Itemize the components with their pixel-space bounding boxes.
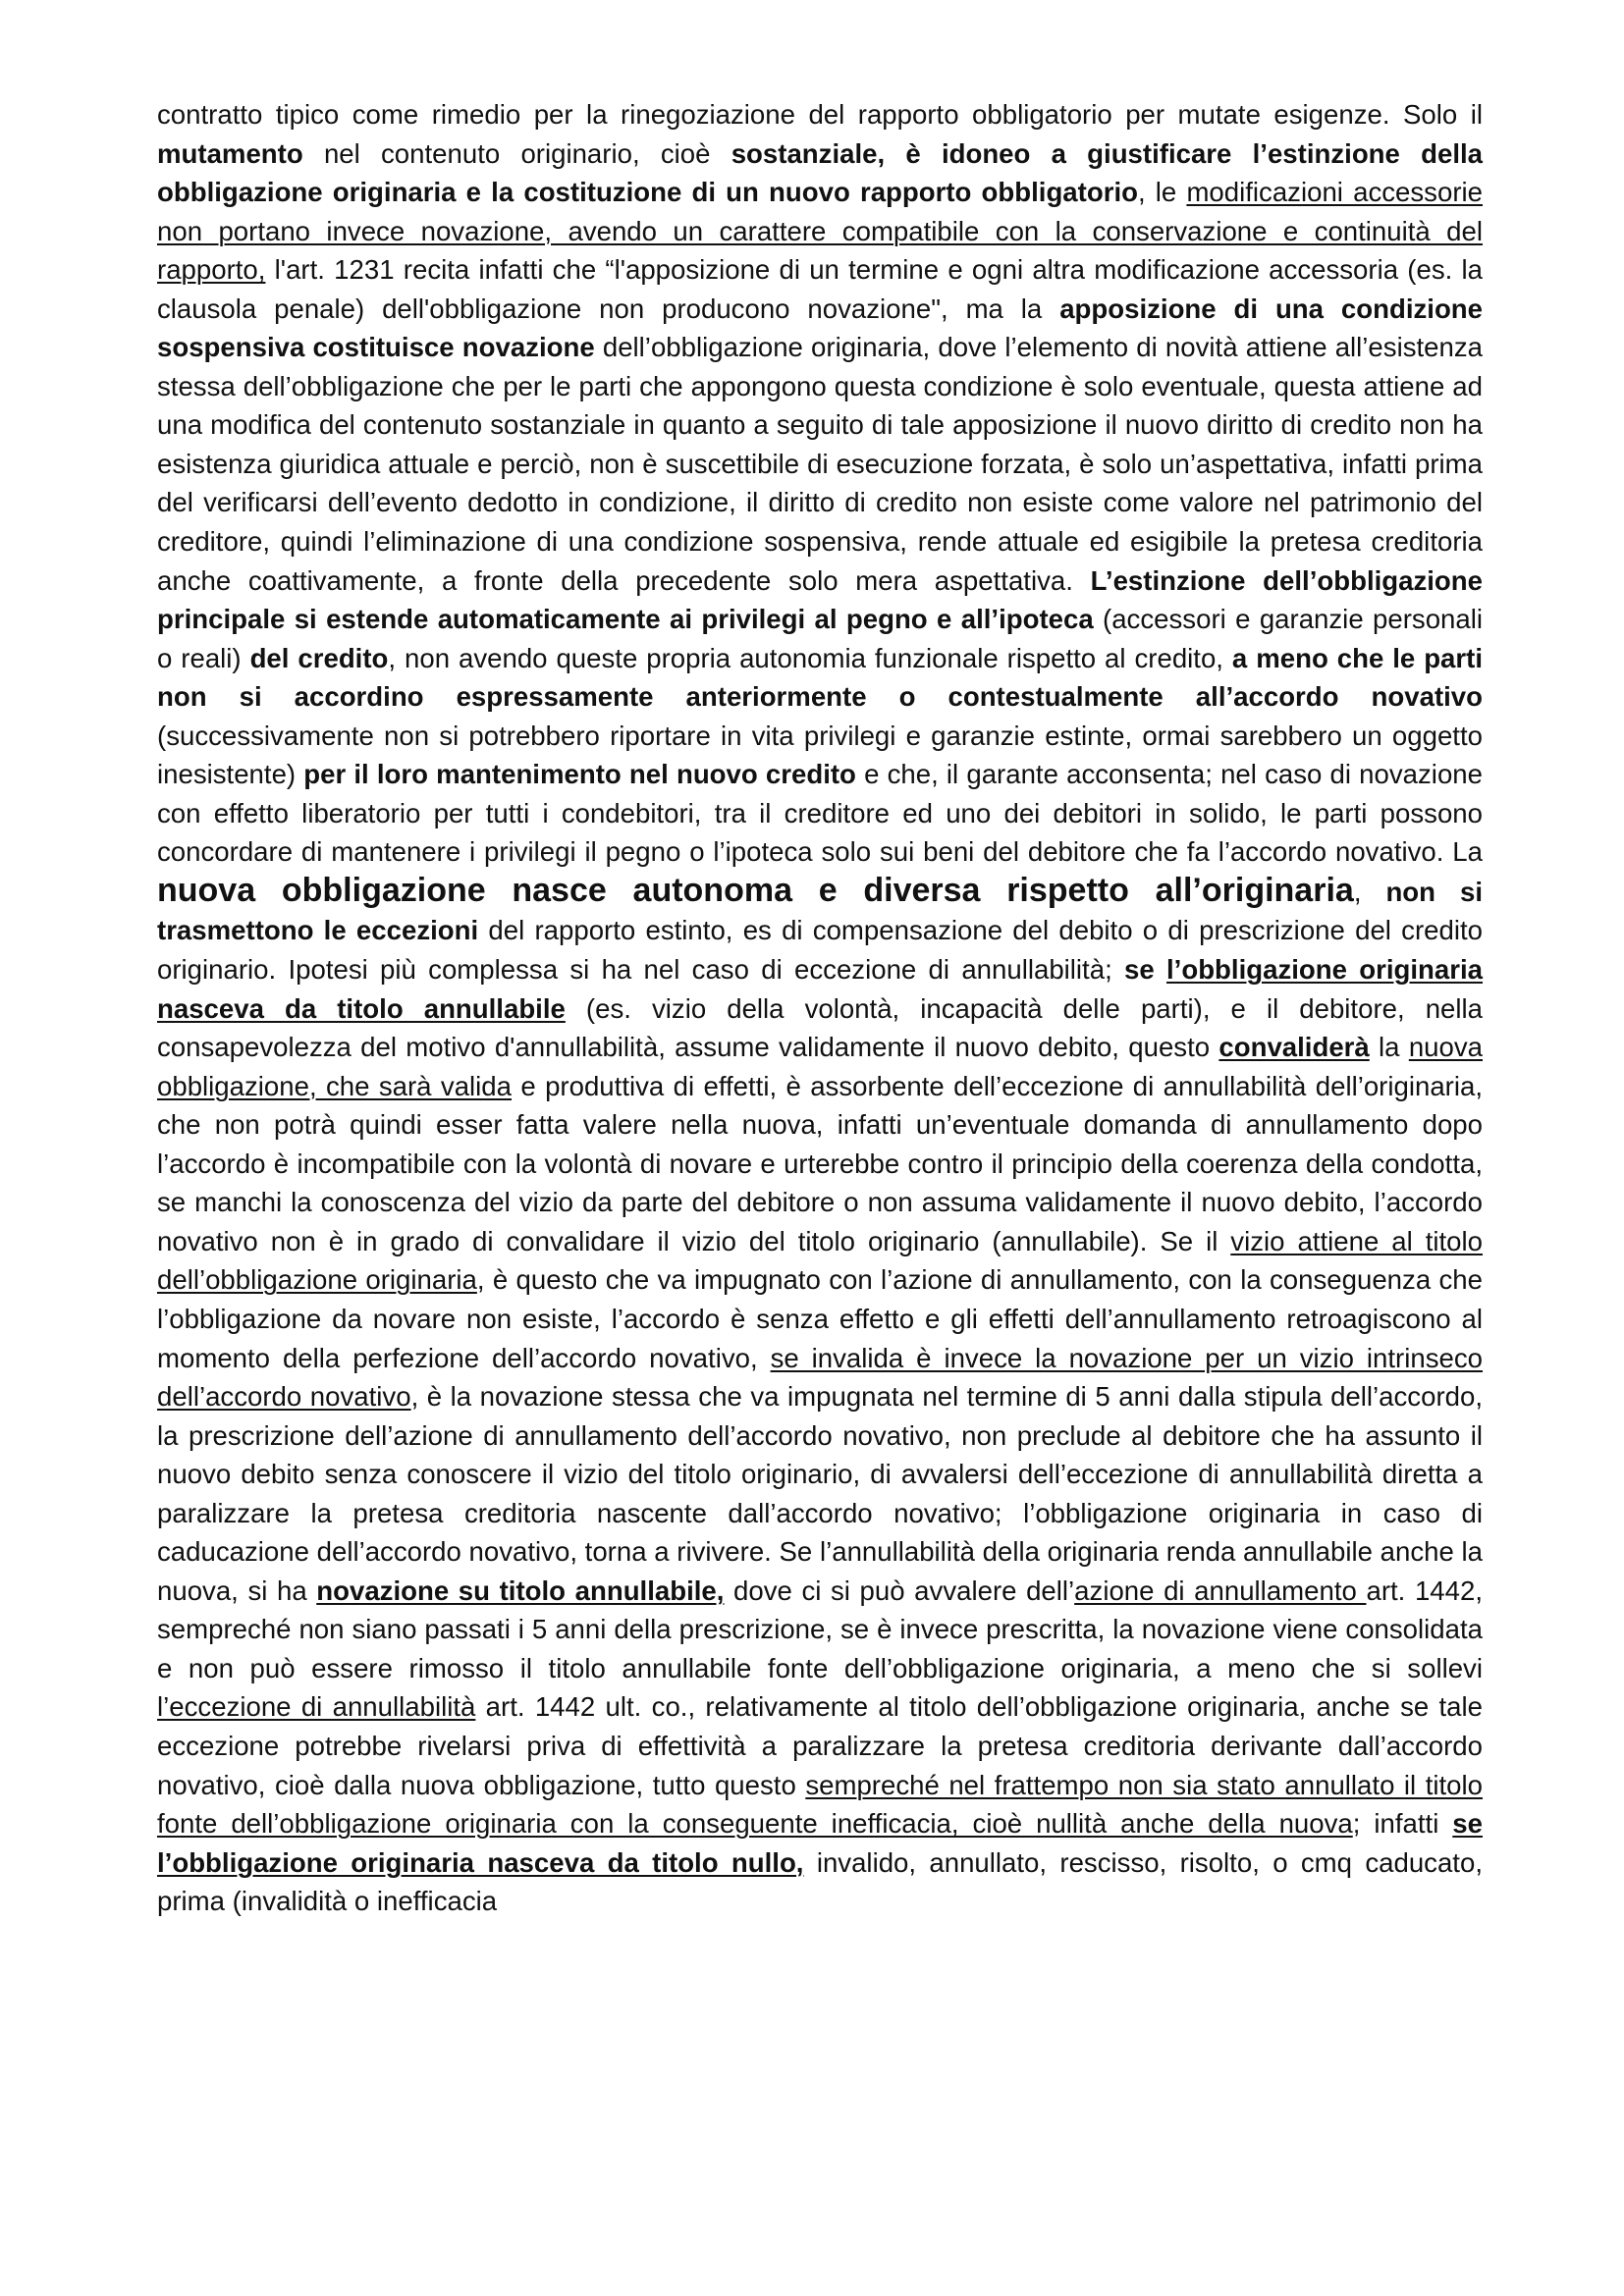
text-segment: se invalida è invece la novazione per un vizio intrinseco dell’accordo novativo <box>157 1342 1483 1413</box>
text-segment: art. 1442, sempreché non siano passati i 5 anni della prescrizione, se è invece prescritta, la novazione viene consolidata e non può essere rimosso il titolo annullabile fonte dell’obbligazione originaria, a meno che si sollevi <box>157 1575 1483 1683</box>
text-segment: (es. vizio della volontà, incapacità delle parti), e il debitore, nella consapevolezza del motivo d'annullabilità, assume validamente il nuovo debito, questo <box>157 992 1483 1063</box>
text-segment: del rapporto estinto, es di compensazione del debito o di prescrizione del credito originario. Ipotesi più complessa si ha nel caso di eccezione di annullabilità; <box>157 915 1483 986</box>
text-segment: modificazioni accessorie non portano invece novazione, avendo un carattere compatibile con la conservazione e continuità del rapporto, <box>157 177 1483 286</box>
text-segment: mutamento <box>157 137 303 169</box>
text-segment: per il loro mantenimento nel nuovo credito <box>303 759 856 790</box>
text-segment: , non avendo queste propria autonomia funzionale rispetto al credito, <box>388 642 1232 673</box>
text-segment: nel contenuto originario, cioè <box>302 137 731 169</box>
text-segment: L’estinzione dell’obbligazione principale si estende automaticamente ai privilegi al pegno e all’ipoteca <box>157 564 1483 635</box>
text-segment: apposizione di una condizione sospensiva costituisce novazione <box>157 293 1484 363</box>
text-segment: ; infatti <box>1352 1808 1453 1840</box>
text-segment: , è la novazione stessa che va impugnata nel termine di 5 anni dalla stipula dell’accordo, la prescrizione dell’azione di annullamento dell’accordo novativo, non preclude al debitore che ha assunto il nuovo debito senza conoscere il vizio del titolo originario, di avvalersi dell’eccezione di annullabilità diretta a paralizzare la pretesa creditoria nascente dall’accordo novativo; l’obbligazione originaria in caso di caducazione dell’accordo novativo, torna a rivivere. Se l’annullabilità della originaria renda annullabile anche la nuova, si ha <box>157 1381 1483 1606</box>
text-segment: , è questo che va impugnato con l’azione di annullamento, con la conseguenza che l’obbligazione da novare non esiste, l’accordo è senza effetto e gli effetti dell’annullamento retroagiscono al momento della perfezione dell’accordo novativo, <box>157 1264 1483 1373</box>
text-segment: art. 1442 ult. co., relativamente al titolo dell’obbligazione originaria, anche se tale eccezione potrebbe rivelarsi priva di effettività a paralizzare la pretesa creditoria derivante dall’accordo novativo, cioè dalla nuova obbligazione, tutto questo <box>157 1691 1484 1800</box>
text-segment: azione di annullamento <box>1074 1575 1367 1606</box>
text-segment: dell’obbligazione originaria, dove l’elemento di novità attiene all’esistenza stessa dell’obbligazione che per le parti che appongono questa condizione è solo eventuale, questa attiene ad una modifica del contenuto sostanziale in quanto a seguito di tale apposizione il nuovo diritto di credito non ha esistenza giuridica attuale e perciò, non è suscettibile di esecuzione forzata, è solo un’aspettativa, infatti prima del verificarsi dell’evento dedotto in condizione, il diritto di credito non esiste come valore nel patrimonio del creditore, quindi l’eliminazione di una condizione sospensiva, rende attuale ed esigibile la pretesa creditoria anche coattivamente, a fronte della precedente solo mera aspettativa. <box>157 332 1483 596</box>
text-segment: dove ci si può avvalere dell’ <box>724 1575 1075 1606</box>
text-segment: (accessori e garanzie personali o reali) <box>157 604 1483 673</box>
text-segment: (successivamente non si potrebbero riportare in vita privilegi e garanzie estinte, ormai sarebbero un oggetto inesistente) <box>157 720 1483 790</box>
text-segment: invalido, annullato, rescisso, risolto, o cmq caducato, prima (invalidità o inefficacia <box>157 1846 1483 1917</box>
text-segment: a meno che le parti non si accordino espressamente anteriormente o contestualmente all’accordo novativo <box>157 642 1483 713</box>
text-segment: convaliderà <box>1218 1032 1370 1063</box>
body-text <box>157 95 1483 1921</box>
text-segment: la <box>1369 1032 1409 1063</box>
text-segment: l’obbligazione originaria nasceva da titolo annullabile <box>157 954 1483 1024</box>
text-segment: e produttiva di effetti, è assorbente dell’eccezione di annullabilità dell’originaria, che non potrà quindi esser fatta valere nella nuova, infatti un’eventuale domanda di annullamento dopo l’accordo è incompatibile con la volontà di novare e urterebbe contro il principio della coerenza della condotta, se manchi la conoscenza del vizio da parte del debitore o non assuma validamente il nuovo debito, l’accordo novativo non è in grado di convalidare il vizio del titolo originario (annullabile). Se il <box>157 1070 1484 1256</box>
text-segment: l’eccezione di annullabilità <box>157 1691 476 1723</box>
text-segment: l'art. 1231 recita infatti che “l'apposizione di un termine e ogni altra modificazione accessoria (es. la clausola penale) dell'obbligazione non producono novazione", ma la <box>157 254 1483 324</box>
text-segment: , <box>1353 876 1386 907</box>
text-segment: nuova obbligazione nasce autonoma e diversa rispetto all’originaria <box>157 871 1354 909</box>
paragraph <box>157 95 1483 1921</box>
text-segment: vizio attiene al titolo dell’obbligazione originaria <box>157 1225 1483 1296</box>
text-segment: se l’obbligazione originaria nasceva da titolo nullo, <box>157 1808 1483 1878</box>
text-segment: del credito <box>249 642 389 673</box>
text-segment: nuova obbligazione, che sarà valida <box>157 1032 1483 1101</box>
text-segment: non si trasmettono le eccezioni <box>157 876 1483 946</box>
text-segment: se <box>1124 954 1167 986</box>
text-segment: e che, il garante acconsenta; nel caso di novazione con effetto liberatorio per tutti i condebitori, tra il creditore ed uno dei debitori in solido, le parti possono concordare di mantenere i privilegi il pegno o l’ipoteca solo sui beni del debitore che fa l’accordo novativo. La <box>157 759 1483 868</box>
text-segment: sostanziale, è idoneo a giustificare l’estinzione della obbligazione originaria e la costituzione di un nuovo rapporto obbligatorio <box>157 137 1483 208</box>
text-segment: contratto tipico come rimedio per la rinegoziazione del rapporto obbligatorio per mutate esigenze. Solo il <box>157 99 1483 130</box>
text-segment: , le <box>1137 177 1187 208</box>
text-segment: novazione su titolo annullabile, <box>316 1575 725 1606</box>
text-segment: sempreché nel frattempo non sia stato annullato il titolo fonte dell’obbligazione originaria con la conseguente inefficacia, cioè nullità anche della nuova <box>157 1769 1483 1840</box>
